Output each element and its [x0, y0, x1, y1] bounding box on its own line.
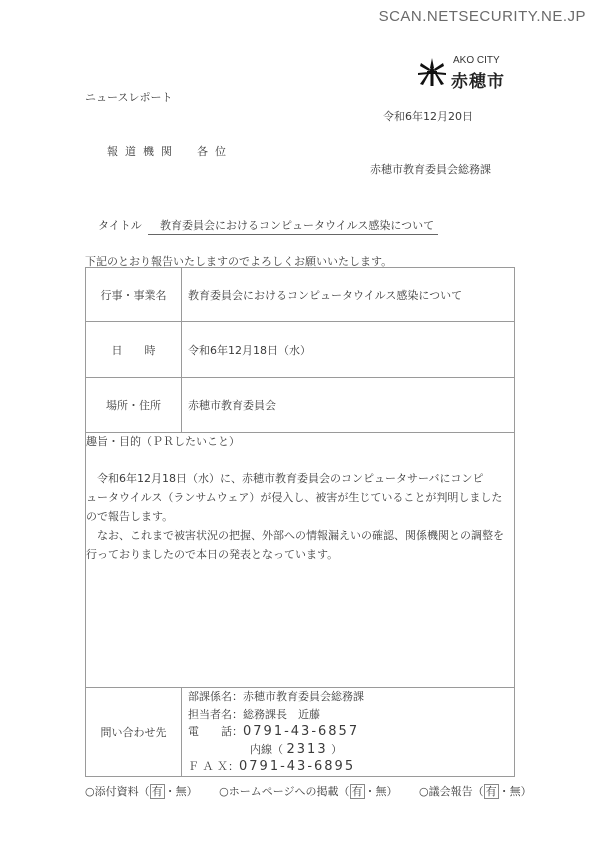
close-paren: ） — [386, 785, 398, 798]
city-logo — [417, 55, 517, 91]
addressee: 報道機関 各位 — [107, 145, 233, 158]
contact-fax-line — [188, 758, 508, 776]
item-label: ○ホームページへの掲載（ — [219, 785, 350, 798]
row-value: 赤穂市教育委員会 — [182, 378, 515, 433]
separator: ・ — [498, 785, 510, 798]
extension-close: ） — [331, 742, 343, 756]
option-yes-selected: 有 — [351, 785, 363, 798]
separator: ・ — [364, 785, 376, 798]
table-row-purpose — [86, 433, 515, 688]
footer-item-council-report — [419, 785, 532, 798]
purpose-line: 令和6年12月18日（水）に、赤穂市教育委員会のコンピュータサーバにコンピ — [86, 472, 484, 485]
table-row-datetime — [86, 322, 515, 378]
extension-number: 2313 — [286, 741, 328, 757]
row-value: 教育委員会におけるコンピュータウイルス感染について — [182, 268, 515, 322]
row-value: 令和6年12月18日（水） — [182, 322, 515, 378]
item-label: ○添付資料（ — [85, 785, 150, 798]
fax-number: 0791-43-6895 — [239, 759, 356, 775]
separator: ・ — [164, 785, 176, 798]
option-no: 無 — [175, 785, 187, 798]
sender-department: 赤穂市教育委員会総務課 — [370, 163, 491, 176]
option-no: 無 — [509, 785, 521, 798]
footer-checklist — [85, 783, 550, 799]
contact-details — [182, 688, 515, 777]
ako-city-emblem-icon — [417, 57, 447, 87]
logo-english-text: AKO CITY — [453, 55, 500, 66]
purpose-body — [86, 469, 514, 564]
purpose-line: 行っておりましたので本日の発表となっています。 — [86, 548, 339, 561]
row-label: 日 時 — [86, 322, 182, 378]
option-yes-selected: 有 — [485, 785, 497, 798]
table-row-contact — [86, 688, 515, 777]
document-date: 令和6年12月20日 — [383, 110, 473, 123]
phone-label: 電 話： — [188, 725, 243, 739]
extension-label: 内線（ — [250, 742, 283, 756]
row-label: 場所・住所 — [86, 378, 182, 433]
purpose-line: ュータウイルス（ランサムウェア）が侵入し、被害が生じていることが判明しました — [86, 491, 503, 504]
title-value: 教育委員会におけるコンピュータウイルス感染について — [148, 217, 438, 235]
table-row-location — [86, 378, 515, 433]
purpose-heading: 趣旨・目的（ＰＲしたいこと） — [86, 435, 240, 448]
document-type: ニュースレポート — [85, 91, 173, 104]
option-yes-selected: 有 — [151, 785, 163, 798]
watermark: SCAN.NETSECURITY.NE.JP — [378, 8, 586, 25]
report-table — [85, 267, 515, 777]
close-paren: ） — [520, 785, 532, 798]
purpose-line: ので報告します。 — [86, 510, 174, 523]
intro-text: 下記のとおり報告いたしますのでよろしくお願いいたします。 — [85, 255, 393, 268]
contact-phone-line — [188, 723, 508, 741]
fax-label: Ｆ Ａ Ｘ： — [188, 760, 239, 774]
row-label: 問い合わせ先 — [86, 688, 182, 777]
table-row-event — [86, 268, 515, 322]
close-paren: ） — [186, 785, 198, 798]
item-label: ○議会報告（ — [419, 785, 484, 798]
contact-extension-line — [188, 741, 508, 759]
logo-japanese-text: 赤穂市 — [451, 72, 505, 92]
purpose-line: なお、これまで被害状況の把握、外部への情報漏えいの確認、関係機関との調整を — [86, 529, 504, 542]
title-label: タイトル — [98, 219, 142, 232]
phone-number: 0791-43-6857 — [243, 724, 360, 740]
purpose-cell — [86, 433, 515, 688]
contact-person: 担当者名：総務課長 近藤 — [188, 707, 320, 721]
footer-item-attachments — [85, 785, 198, 798]
option-no: 無 — [375, 785, 387, 798]
contact-department: 部課係名：赤穂市教育委員会総務課 — [188, 690, 364, 704]
row-label: 行事・事業名 — [86, 268, 182, 322]
footer-item-website — [219, 785, 397, 798]
